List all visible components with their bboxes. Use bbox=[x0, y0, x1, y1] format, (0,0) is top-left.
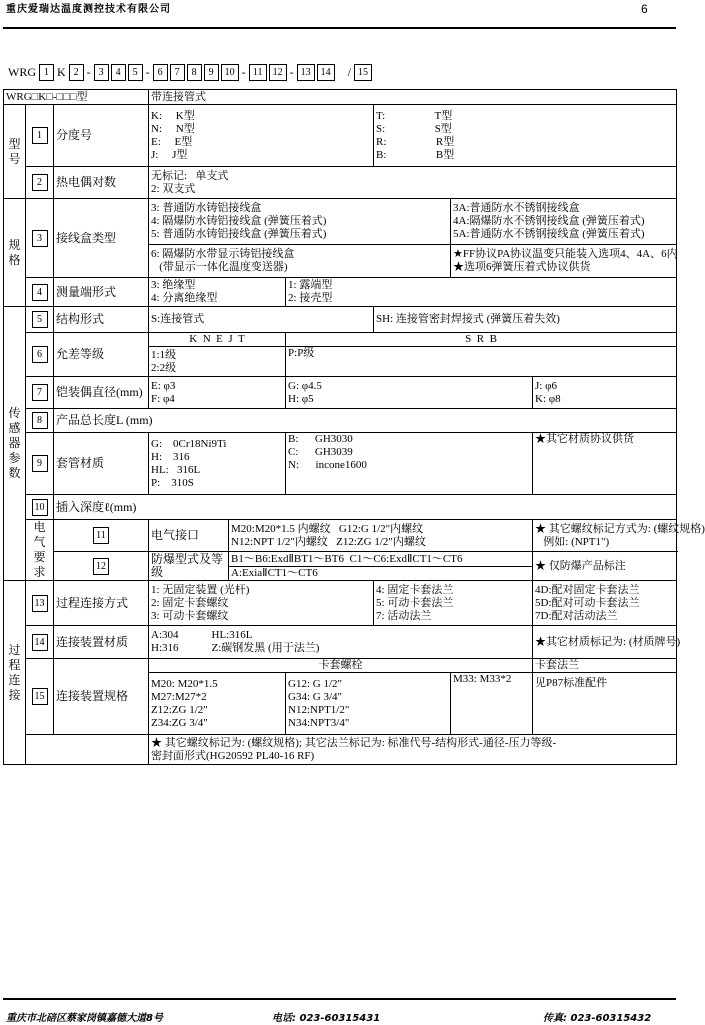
row-15-header bbox=[4, 659, 677, 673]
row-3 bbox=[4, 199, 677, 245]
row-number: 7 bbox=[32, 384, 48, 401]
footer-tel: 电话: 023-60315431 bbox=[272, 1013, 381, 1024]
row-3-option-b: 3A:普通防水不锈钢接线盒 4A:隔爆防水不锈钢接线盒 (弹簧压着式) 5A:普通防水不锈钢接线盒 (弹簧压着式) bbox=[451, 199, 677, 245]
row-14-number-cell bbox=[26, 626, 54, 659]
row-13-option-b: 4: 固定卡套法兰 5: 可动卡套法兰 7: 活动法兰 bbox=[374, 581, 533, 626]
code-letter-k: K bbox=[57, 64, 66, 79]
row-9-name: 套管材质 bbox=[54, 433, 149, 495]
row-15-option-a: M20: M20*1.5 M27:M27*2 Z12:ZG 1/2" Z34:ZG 3/4" bbox=[149, 673, 286, 735]
code-box-14: 14 bbox=[317, 64, 335, 81]
row-15-option-d: 见P87标准配件 bbox=[533, 673, 677, 735]
type-title: 带连接管式 bbox=[149, 90, 677, 105]
code-box-10: 10 bbox=[221, 64, 239, 81]
model-title: WRG□K□-□□□型 bbox=[4, 90, 149, 105]
row-9-option-a: G: 0Cr18Ni9Ti H: 316 HL: 316L P: 310S bbox=[149, 433, 286, 495]
row-13-number-cell bbox=[26, 581, 54, 626]
row-15-name: 连接装置规格 bbox=[54, 659, 149, 735]
row-9-option-b: B: GH3030 C: GH3039 N: incone1600 bbox=[286, 433, 533, 495]
row-12-option-b: A:ExiaⅡCT1～CT6 bbox=[229, 567, 533, 581]
row-12-name: 防爆型式及等级 bbox=[149, 552, 229, 581]
row-8-number-cell bbox=[26, 409, 54, 433]
code-box-5: 5 bbox=[128, 64, 143, 81]
row-number: 8 bbox=[32, 412, 48, 429]
row-number: 3 bbox=[32, 230, 48, 247]
row-10-number-cell bbox=[26, 495, 54, 520]
code-box-8: 8 bbox=[187, 64, 202, 81]
row-14-option-a: A:304 HL:316L H:316 Z:碳钢发黑 (用于法兰) bbox=[149, 626, 533, 659]
row-7-number-cell bbox=[26, 377, 54, 409]
row-1-option-b: T: T型 S: S型 R: R型 B: B型 bbox=[374, 105, 677, 167]
code-box-3: 3 bbox=[94, 64, 109, 81]
row-6-header-a: K N E J T bbox=[149, 333, 286, 347]
row-6-header-b: S R B bbox=[286, 333, 677, 347]
code-dash: - bbox=[241, 64, 246, 79]
code-dash: - bbox=[86, 64, 91, 79]
row-2 bbox=[4, 167, 677, 199]
group-model: 型 号 bbox=[4, 105, 26, 199]
footer-address: 重庆市北碚区蔡家岗镇嘉德大道8号 bbox=[6, 1013, 163, 1024]
row-4-name: 测量端形式 bbox=[54, 278, 149, 307]
row-14 bbox=[4, 626, 677, 659]
row-15-note-spacer bbox=[26, 735, 149, 765]
row-number: 14 bbox=[32, 634, 48, 651]
row-3-note: ★FF协议PA协议温变只能装入选项4、4A、6内 ★选项6弹簧压着式协议供货 bbox=[451, 245, 677, 278]
row-7 bbox=[4, 377, 677, 409]
code-box-7: 7 bbox=[170, 64, 185, 81]
code-box-4: 4 bbox=[111, 64, 126, 81]
code-box-9: 9 bbox=[204, 64, 219, 81]
group-elec: 电 气 要 求 bbox=[26, 520, 54, 581]
row-11 bbox=[4, 520, 677, 552]
row-5-option-a: S:连接管式 bbox=[149, 307, 374, 333]
group-spec: 规 格 bbox=[4, 199, 26, 307]
row-number: 12 bbox=[93, 558, 109, 575]
code-slash: / bbox=[347, 64, 352, 79]
row-3-name: 接线盒类型 bbox=[54, 199, 149, 278]
row-7-option-a: E: φ3 F: φ4 bbox=[149, 377, 286, 409]
row-9-number-cell bbox=[26, 433, 54, 495]
code-dash: - bbox=[145, 64, 150, 79]
code-box-13: 13 bbox=[297, 64, 315, 81]
row-15-note-row bbox=[4, 735, 677, 765]
row-2-option-a: 无标记: 单支式 2: 双支式 bbox=[149, 167, 677, 199]
code-box-11: 11 bbox=[249, 64, 267, 81]
code-dash: - bbox=[289, 64, 294, 79]
row-13-name: 过程连接方式 bbox=[54, 581, 149, 626]
row-10 bbox=[4, 495, 677, 520]
row-2-number-cell bbox=[26, 167, 54, 199]
code-box-1: 1 bbox=[39, 64, 54, 81]
row-8 bbox=[4, 409, 677, 433]
row-11-note: ★ 其它螺纹标记方式为: (螺纹规格) 例如: (NPT1") bbox=[533, 520, 677, 552]
row-12-number-cell bbox=[54, 552, 149, 581]
row-7-option-c: J: φ6 K: φ8 bbox=[533, 377, 677, 409]
row-15-note: ★ 其它螺纹标记为: (螺纹规格); 其它法兰标记为: 标准代号-结构形式-通径-压力等级- 密封面形式(HG20592 PL40-16 RF) bbox=[149, 735, 677, 765]
company-header: 重庆爱瑞达温度测控技术有限公司 bbox=[6, 4, 171, 15]
row-number: 4 bbox=[32, 284, 48, 301]
group-proc: 过 程 连 接 bbox=[4, 581, 26, 765]
row-11-number-cell bbox=[54, 520, 149, 552]
group-sensor: 传 感 器 参 数 bbox=[4, 307, 26, 581]
row-12-option-a: B1～B6:ExdⅡBT1～BT6 C1～C6:ExdⅡCT1～CT6 bbox=[229, 552, 533, 567]
row-6-name: 允差等级 bbox=[54, 333, 149, 377]
code-box-2: 2 bbox=[69, 64, 84, 81]
row-number: 2 bbox=[32, 174, 48, 191]
code-box-6: 6 bbox=[153, 64, 168, 81]
page-number: 6 bbox=[641, 2, 648, 16]
header-rule bbox=[3, 27, 676, 29]
row-5 bbox=[4, 307, 677, 333]
spec-table bbox=[3, 89, 705, 765]
row-10-name: 插入深度ℓ(mm) bbox=[54, 495, 677, 520]
row-3-option-c: 6: 隔爆防水带显示铸铝接线盒 (带显示一体化温度变送器) bbox=[149, 245, 451, 278]
row-15-header-a: 卡套螺栓 bbox=[149, 659, 533, 673]
row-number: 1 bbox=[32, 127, 48, 144]
row-1-option-a: K: K型 N: N型 E: E型 J: J型 bbox=[149, 105, 374, 167]
row-number: 6 bbox=[32, 346, 48, 363]
row-14-note: ★其它材质标记为: (材质牌号) bbox=[533, 626, 677, 659]
title-row bbox=[4, 90, 677, 105]
row-13-option-a: 1: 无固定装置 (光杆) 2: 固定卡套螺纹 3: 可动卡套螺纹 bbox=[149, 581, 374, 626]
row-6-header bbox=[4, 333, 677, 347]
row-6-option-a: 1:1级 2:2级 bbox=[149, 347, 286, 377]
row-6-number-cell bbox=[26, 333, 54, 377]
code-prefix: WRG bbox=[8, 64, 36, 79]
row-number: 5 bbox=[32, 311, 48, 328]
row-4 bbox=[4, 278, 677, 307]
row-3-number-cell bbox=[26, 199, 54, 278]
row-4-number-cell bbox=[26, 278, 54, 307]
model-code-line bbox=[6, 63, 373, 81]
row-9 bbox=[4, 433, 677, 495]
row-15-number-cell bbox=[26, 659, 54, 735]
row-4-option-a: 3: 绝缘型 4: 分离绝缘型 bbox=[149, 278, 286, 307]
row-13 bbox=[4, 581, 677, 626]
row-number: 11 bbox=[93, 527, 109, 544]
row-number: 13 bbox=[32, 595, 48, 612]
row-11-option-a: M20:M20*1.5 内螺纹 G12:G 1/2"内螺纹 N12:NPT 1/2"内螺纹 Z12:ZG 1/2"内螺纹 bbox=[229, 520, 533, 552]
row-1 bbox=[4, 105, 677, 167]
row-7-option-b: G: φ4.5 H: φ5 bbox=[286, 377, 533, 409]
row-8-name: 产品总长度L (mm) bbox=[54, 409, 677, 433]
row-5-name: 结构形式 bbox=[54, 307, 149, 333]
row-5-option-b: SH: 连接管密封焊接式 (弹簧压着失效) bbox=[374, 307, 677, 333]
row-11-name: 电气接口 bbox=[149, 520, 229, 552]
row-3-option-a: 3: 普通防水铸铝接线盒 4: 隔爆防水铸铝接线盒 (弹簧压着式) 5: 普通防水铸铝接线盒 (弹簧压着式) bbox=[149, 199, 451, 245]
row-15-header-b: 卡套法兰 bbox=[533, 659, 677, 673]
row-number: 10 bbox=[32, 499, 48, 516]
row-12-note: ★ 仅防爆产品标注 bbox=[533, 552, 677, 581]
row-14-name: 连接装置材质 bbox=[54, 626, 149, 659]
code-box-12: 12 bbox=[269, 64, 287, 81]
row-9-note: ★其它材质协议供货 bbox=[533, 433, 677, 495]
row-12 bbox=[4, 552, 677, 567]
row-2-name: 热电偶对数 bbox=[54, 167, 149, 199]
row-13-option-c: 4D:配对固定卡套法兰 5D:配对可动卡套法兰 7D:配对活动法兰 bbox=[533, 581, 677, 626]
row-1-name: 分度号 bbox=[54, 105, 149, 167]
row-6-option-b: P:P级 bbox=[286, 347, 677, 377]
row-15-option-c: M33: M33*2 bbox=[451, 673, 533, 735]
row-number: 15 bbox=[32, 688, 48, 705]
row-number: 9 bbox=[32, 455, 48, 472]
row-15-option-b: G12: G 1/2" G34: G 3/4" N12:NPT1/2" N34:NPT3/4" bbox=[286, 673, 451, 735]
row-7-name: 铠装偶直径(mm) bbox=[54, 377, 149, 409]
row-4-option-b: 1: 露端型 2: 接壳型 bbox=[286, 278, 677, 307]
footer-fax: 传真: 023-60315432 bbox=[543, 1013, 652, 1024]
row-5-number-cell bbox=[26, 307, 54, 333]
row-1-number-cell bbox=[26, 105, 54, 167]
footer-rule bbox=[3, 998, 676, 1000]
code-box-15: 15 bbox=[354, 64, 372, 81]
